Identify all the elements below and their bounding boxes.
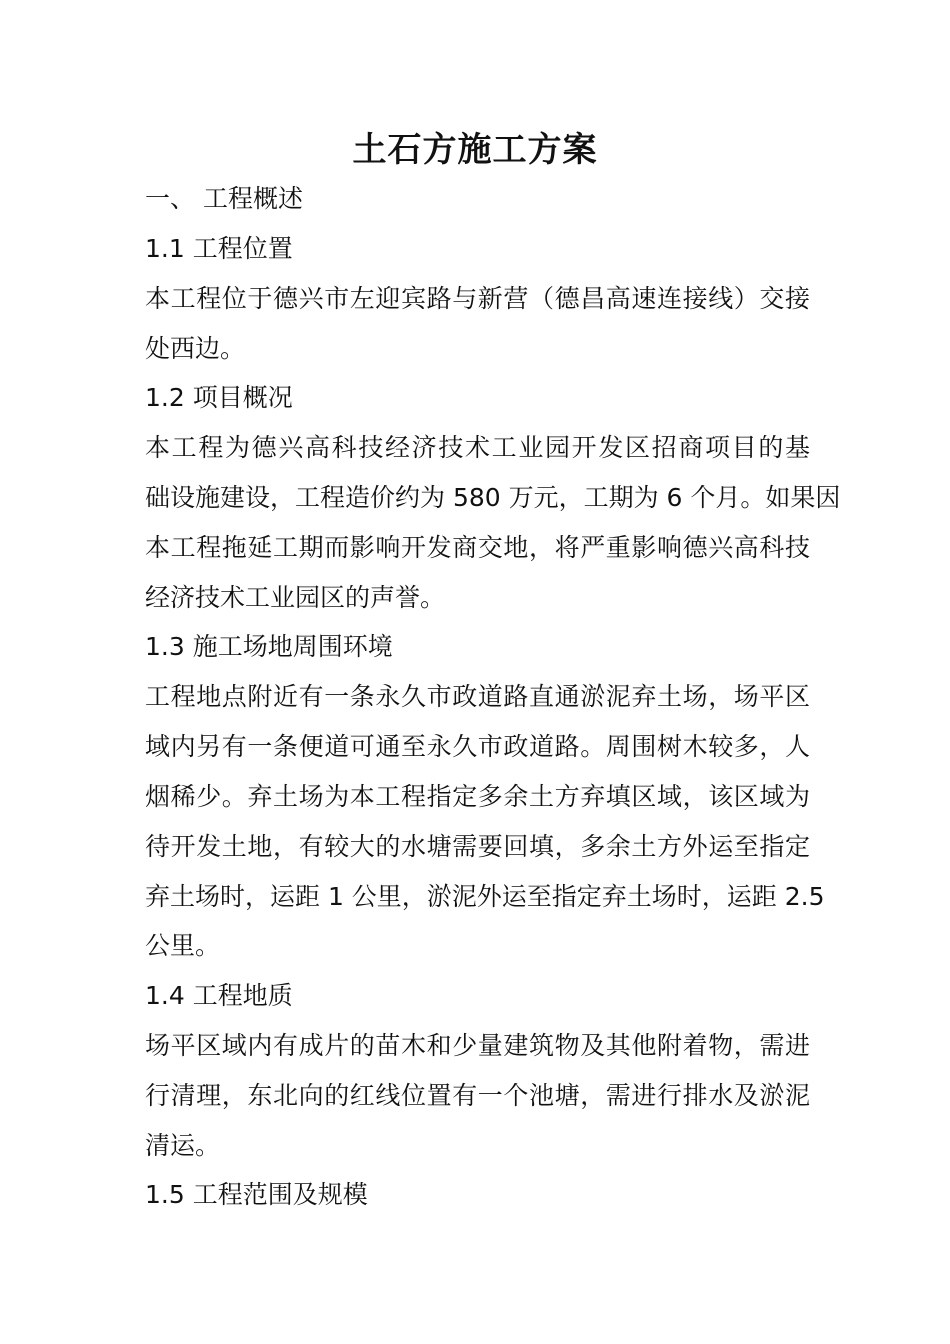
paragraph-line: 烟稀少。弃土场为本工程指定多余土方弃填区域，该区域为 bbox=[145, 782, 810, 811]
paragraph-line: 工程地点附近有一条永久市政道路直通淤泥弃土场，场平区 bbox=[145, 682, 810, 711]
paragraph-line: 弃土场时，运距 1 公里，淤泥外运至指定弃土场时，运距 2.5 bbox=[145, 882, 825, 911]
section-heading-overview: 一、 工程概述 bbox=[145, 184, 303, 213]
paragraph-line: 本工程拖延工期而影响开发商交地，将严重影响德兴高科技 bbox=[145, 533, 810, 562]
document-title: 土石方施工方案 bbox=[352, 130, 598, 170]
subsection-heading-overview: 1.2 项目概况 bbox=[145, 383, 293, 412]
paragraph-line: 待开发土地，有较大的水塘需要回填，多余土方外运至指定 bbox=[145, 832, 810, 861]
subsection-heading-environment: 1.3 施工场地周围环境 bbox=[145, 632, 393, 661]
paragraph-line: 清运。 bbox=[145, 1131, 221, 1160]
paragraph-line: 经济技术工业园区的声誉。 bbox=[145, 583, 446, 612]
subsection-heading-geology: 1.4 工程地质 bbox=[145, 981, 293, 1010]
paragraph-line: 处西边。 bbox=[145, 334, 246, 363]
paragraph-line: 本工程位于德兴市左迎宾路与新营（德昌高速连接线）交接 bbox=[145, 284, 810, 313]
paragraph-line: 公里。 bbox=[145, 931, 221, 960]
paragraph-line: 础设施建设，工程造价约为 580 万元，工期为 6 个月。如果因 bbox=[145, 483, 841, 512]
subsection-heading-scope: 1.5 工程范围及规模 bbox=[145, 1180, 368, 1209]
paragraph-line: 本工程为德兴高科技经济技术工业园开发区招商项目的基 bbox=[145, 433, 810, 462]
subsection-heading-location: 1.1 工程位置 bbox=[145, 234, 293, 263]
paragraph-line: 行清理，东北向的红线位置有一个池塘，需进行排水及淤泥 bbox=[145, 1081, 810, 1110]
paragraph-line: 域内另有一条便道可通至永久市政道路。周围树木较多，人 bbox=[145, 732, 810, 761]
paragraph-line: 场平区域内有成片的苗木和少量建筑物及其他附着物，需进 bbox=[145, 1031, 810, 1060]
